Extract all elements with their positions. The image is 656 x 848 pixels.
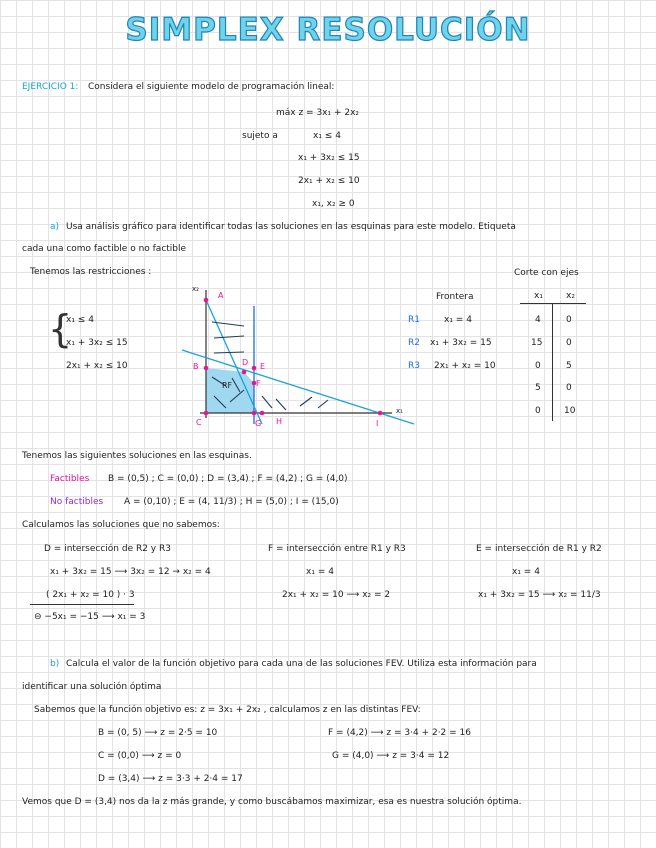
calc-d-divider	[30, 604, 134, 605]
constraint-1: x₁ ≤ 4	[313, 131, 341, 141]
corte-cell: 0	[535, 361, 541, 371]
point-c: C	[196, 418, 202, 427]
eval-d: D = (3,4) ⟶ z = 3·3 + 2·4 = 17	[98, 774, 243, 784]
eval-g: G = (4,0) ⟶ z = 3·4 = 12	[332, 751, 450, 761]
corte-cell: 15	[531, 338, 543, 348]
brace-item-1: x₁ ≤ 4	[66, 315, 94, 325]
corte-header: Corte con ejes	[514, 268, 579, 278]
calc-d-line2: ( 2x₁ + x₂ = 10 ) · 3	[46, 590, 135, 600]
part-a-line1: Usa análisis gráfico para identificar todas las soluciones en las esquinas para este modelo. Etiqueta	[66, 222, 516, 232]
brace-symbol: {	[48, 307, 73, 351]
corte-col-x2: x₂	[566, 291, 575, 301]
sujeto-a-label: sujeto a	[242, 131, 278, 141]
calc-e-title: E = intersección de R1 y R2	[476, 544, 602, 554]
exercise-label: EJERCICIO 1:	[22, 82, 79, 92]
frontera-header: Frontera	[436, 292, 474, 302]
region-label: RF	[222, 381, 233, 390]
calc-e-line1: x₁ = 4	[512, 567, 540, 577]
corte-cell: 0	[566, 315, 572, 325]
corte-cell: 0	[535, 406, 541, 416]
no-factibles-list: A = (0,10) ; E = (4, 11/3) ; H = (5,0) ; I = (15,0)	[124, 497, 339, 507]
corte-cell: 5	[566, 361, 572, 371]
constraint-3: 2x₁ + x₂ ≤ 10	[298, 176, 360, 186]
constraint-nonneg: x₁, x₂ ≥ 0	[312, 199, 355, 209]
corte-cell: 10	[564, 406, 576, 416]
corte-cell: 0	[566, 383, 572, 393]
part-a-label: a)	[50, 222, 60, 232]
part-b-line2: identificar una solución óptima	[22, 682, 162, 692]
eval-b: B = (0, 5) ⟶ z = 2·5 = 10	[98, 728, 218, 738]
x-axis-label: x₁	[396, 407, 403, 415]
calc-f-line2: 2x₁ + x₂ = 10 ⟶ x₂ = 2	[282, 590, 391, 600]
point-e: E	[260, 362, 266, 371]
eval-f: F = (4,2) ⟶ z = 3·4 + 2·2 = 16	[328, 728, 471, 738]
point-b: B	[193, 362, 199, 371]
calc-f-title: F = intersección entre R1 y R3	[268, 544, 406, 554]
corte-divider-v	[552, 303, 553, 421]
point-i: I	[376, 419, 379, 428]
factibles-list: B = (0,5) ; C = (0,0) ; D = (3,4) ; F = (4,2) ; G = (4,0)	[108, 474, 348, 484]
y-axis-label: x₂	[192, 285, 199, 293]
calc-e-line2: x₁ + 3x₂ = 15 ⟶ x₂ = 11/3	[478, 590, 601, 600]
frontera-eq-r2: x₁ + 3x₂ = 15	[430, 338, 492, 348]
constraint-2: x₁ + 3x₂ ≤ 15	[298, 153, 360, 163]
frontera-eq-r3: 2x₁ + x₂ = 10	[434, 361, 496, 371]
restricciones-intro: Tenemos las restricciones :	[30, 267, 152, 277]
brace-item-3: 2x₁ + x₂ ≤ 10	[66, 361, 128, 371]
corte-cell: 0	[566, 338, 572, 348]
part-b-label: b)	[50, 659, 60, 669]
part-b-line1: Calcula el valor de la función objetivo para cada una de las soluciones FEV. Utiliza esta información para	[66, 659, 537, 669]
frontera-tag-r3: R3	[408, 361, 420, 371]
conclusion: Vemos que D = (3,4) nos da la z más grande, y como buscábamos maximizar, esa es nuestra solución óptima.	[22, 797, 522, 807]
brace-item-2: x₁ + 3x₂ ≤ 15	[66, 338, 128, 348]
evaluacion-intro: Sabemos que la función objetivo es: z = 3x₁ + 2x₂ , calculamos z en las distintas FEV:	[34, 705, 421, 715]
calc-d-line1: x₁ + 3x₂ = 15 ⟶ 3x₂ = 12 → x₂ = 4	[50, 567, 211, 577]
exercise-text: Considera el siguiente modelo de programación lineal:	[88, 82, 335, 92]
corte-cell: 4	[535, 315, 541, 325]
eval-c: C = (0,0) ⟶ z = 0	[98, 751, 182, 761]
corte-divider-h	[520, 303, 586, 304]
part-a-line2: cada una como factible o no factible	[22, 244, 187, 254]
frontera-eq-r1: x₁ = 4	[444, 315, 472, 325]
corte-col-x1: x₁	[534, 291, 543, 301]
frontera-tag-r1: R1	[408, 315, 420, 325]
no-factibles-label: No factibles	[50, 497, 104, 507]
point-a: A	[218, 291, 224, 300]
objective-function: máx z = 3x₁ + 2x₂	[276, 108, 360, 118]
frontera-tag-r2: R2	[408, 338, 420, 348]
factibles-label: Factibles	[50, 474, 90, 484]
point-g: G	[255, 419, 262, 428]
point-d: D	[242, 358, 249, 367]
corte-cell: 5	[535, 383, 541, 393]
soluciones-intro: Tenemos las siguientes soluciones en las esquinas.	[22, 451, 252, 461]
calc-d-line3: ⊖ −5x₁ = −15 ⟶ x₁ = 3	[34, 612, 146, 622]
calc-d-title: D = intersección de R2 y R3	[44, 544, 171, 554]
page-title: SIMPLEX RESOLUCIÓN	[125, 12, 531, 48]
calc-intro: Calculamos las soluciones que no sabemos:	[22, 520, 220, 530]
point-h: H	[276, 417, 283, 426]
calc-f-line1: x₁ = 4	[306, 567, 334, 577]
point-f: F	[256, 379, 261, 388]
